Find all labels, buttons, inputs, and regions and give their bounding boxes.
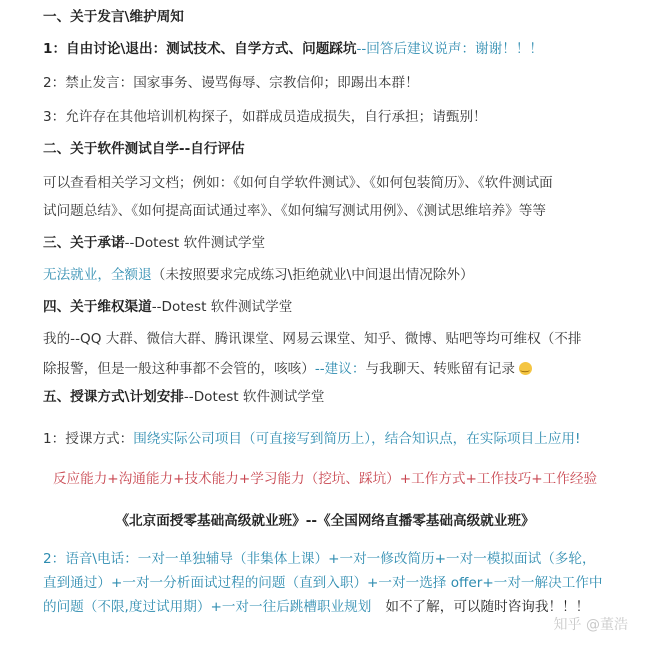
section-4-title: 四、关于维权渠道	[43, 299, 152, 315]
section-3-line	[43, 266, 474, 284]
section-3-heading	[43, 234, 265, 252]
teaching-method-text: 围绕实际公司项目（可直接写到简历上），结合知识点，在实际项目上应用!	[133, 431, 581, 447]
section-2-line-2: 试问题总结》、《如何提高面试通过率》、《如何编写测试用例》、《测试思维培养》等等	[43, 203, 546, 219]
section-4-line-2-text: 除报警，但是一般这种事都不会管的，咳咳）	[43, 361, 315, 377]
section-2-line-1: 可以查看相关学习文档；例如：《如何自学软件测试》、《如何包装简历》、《软件测试面	[43, 175, 553, 191]
smiley-icon	[519, 362, 532, 375]
section-4-suffix: --Dotest 软件测试学堂	[151, 299, 293, 315]
section-1-rule-2: 2：禁止发言：国家事务、谩骂侮辱、宗教信仰；即踢出本群！	[43, 75, 419, 91]
rule-1-text: 1：自由讨论\退出：测试技术、自学方式、问题踩坑	[43, 41, 357, 57]
section-5-heading	[43, 388, 325, 406]
classes-line: 《北京面授零基础高级就业班》--《全国网络直播零基础高级就业班》	[115, 513, 535, 529]
section-5-item-2-line-1: 2：语音\电话：一对一单独辅导（非集体上课）+一对一修改简历+一对一模拟面试（多轮，	[43, 551, 596, 567]
refund-promise: 无法就业，全额退	[43, 267, 152, 283]
section-5-title: 五、授课方式\计划安排	[43, 389, 184, 405]
section-5-item-2-line-2: 直到通过）+一对一分析面试过程的问题（直到入职）+一对一选择 offer+一对一解决工作中	[43, 575, 603, 591]
rule-1-note: --回答后建议说声：谢谢！！！	[356, 41, 544, 57]
teaching-method-label: 1：授课方式：	[43, 431, 134, 447]
section-1-title: 一、关于发言\维护周知	[43, 9, 184, 25]
section-5-item-2-line-3	[43, 598, 589, 616]
refund-exceptions: （未按照要求完成练习\拒绝就业\中间退出情况除外）	[151, 267, 474, 283]
zhihu-watermark: 知乎 @董浩	[553, 617, 628, 633]
section-1-rule-3: 3：允许存在其他培训机构探子，如群成员造成损失，自行承担；请甄别！	[43, 109, 487, 125]
section-2-title: 二、关于软件测试自学--自行评估	[43, 141, 245, 157]
suggestion-label: --建议：	[314, 361, 366, 377]
item-2-line-3-text: 的问题（不限,度过试用期）+一对一往后跳槽职业规划	[43, 599, 372, 615]
section-4-heading	[43, 298, 292, 316]
section-3-suffix: --Dotest 软件测试学堂	[124, 235, 266, 251]
suggestion-text: 与我聊天、转账留有记录	[365, 361, 515, 377]
consult-text: 如不了解，可以随时咨询我！！！	[385, 599, 590, 615]
section-3-title: 三、关于承诺	[43, 235, 125, 251]
section-1-rule-1	[43, 40, 543, 58]
section-5-item-1	[43, 430, 580, 448]
abilities-line: 反应能力+沟通能力+技术能力+学习能力（挖坑、踩坑）+工作方式+工作技巧+工作经验	[52, 471, 598, 487]
section-4-line-2	[43, 360, 532, 378]
section-5-suffix: --Dotest 软件测试学堂	[183, 389, 325, 405]
section-4-line-1: 我的--QQ 大群、微信大群、腾讯课堂、网易云课堂、知乎、微博、贴吧等均可维权（不排	[43, 331, 582, 347]
